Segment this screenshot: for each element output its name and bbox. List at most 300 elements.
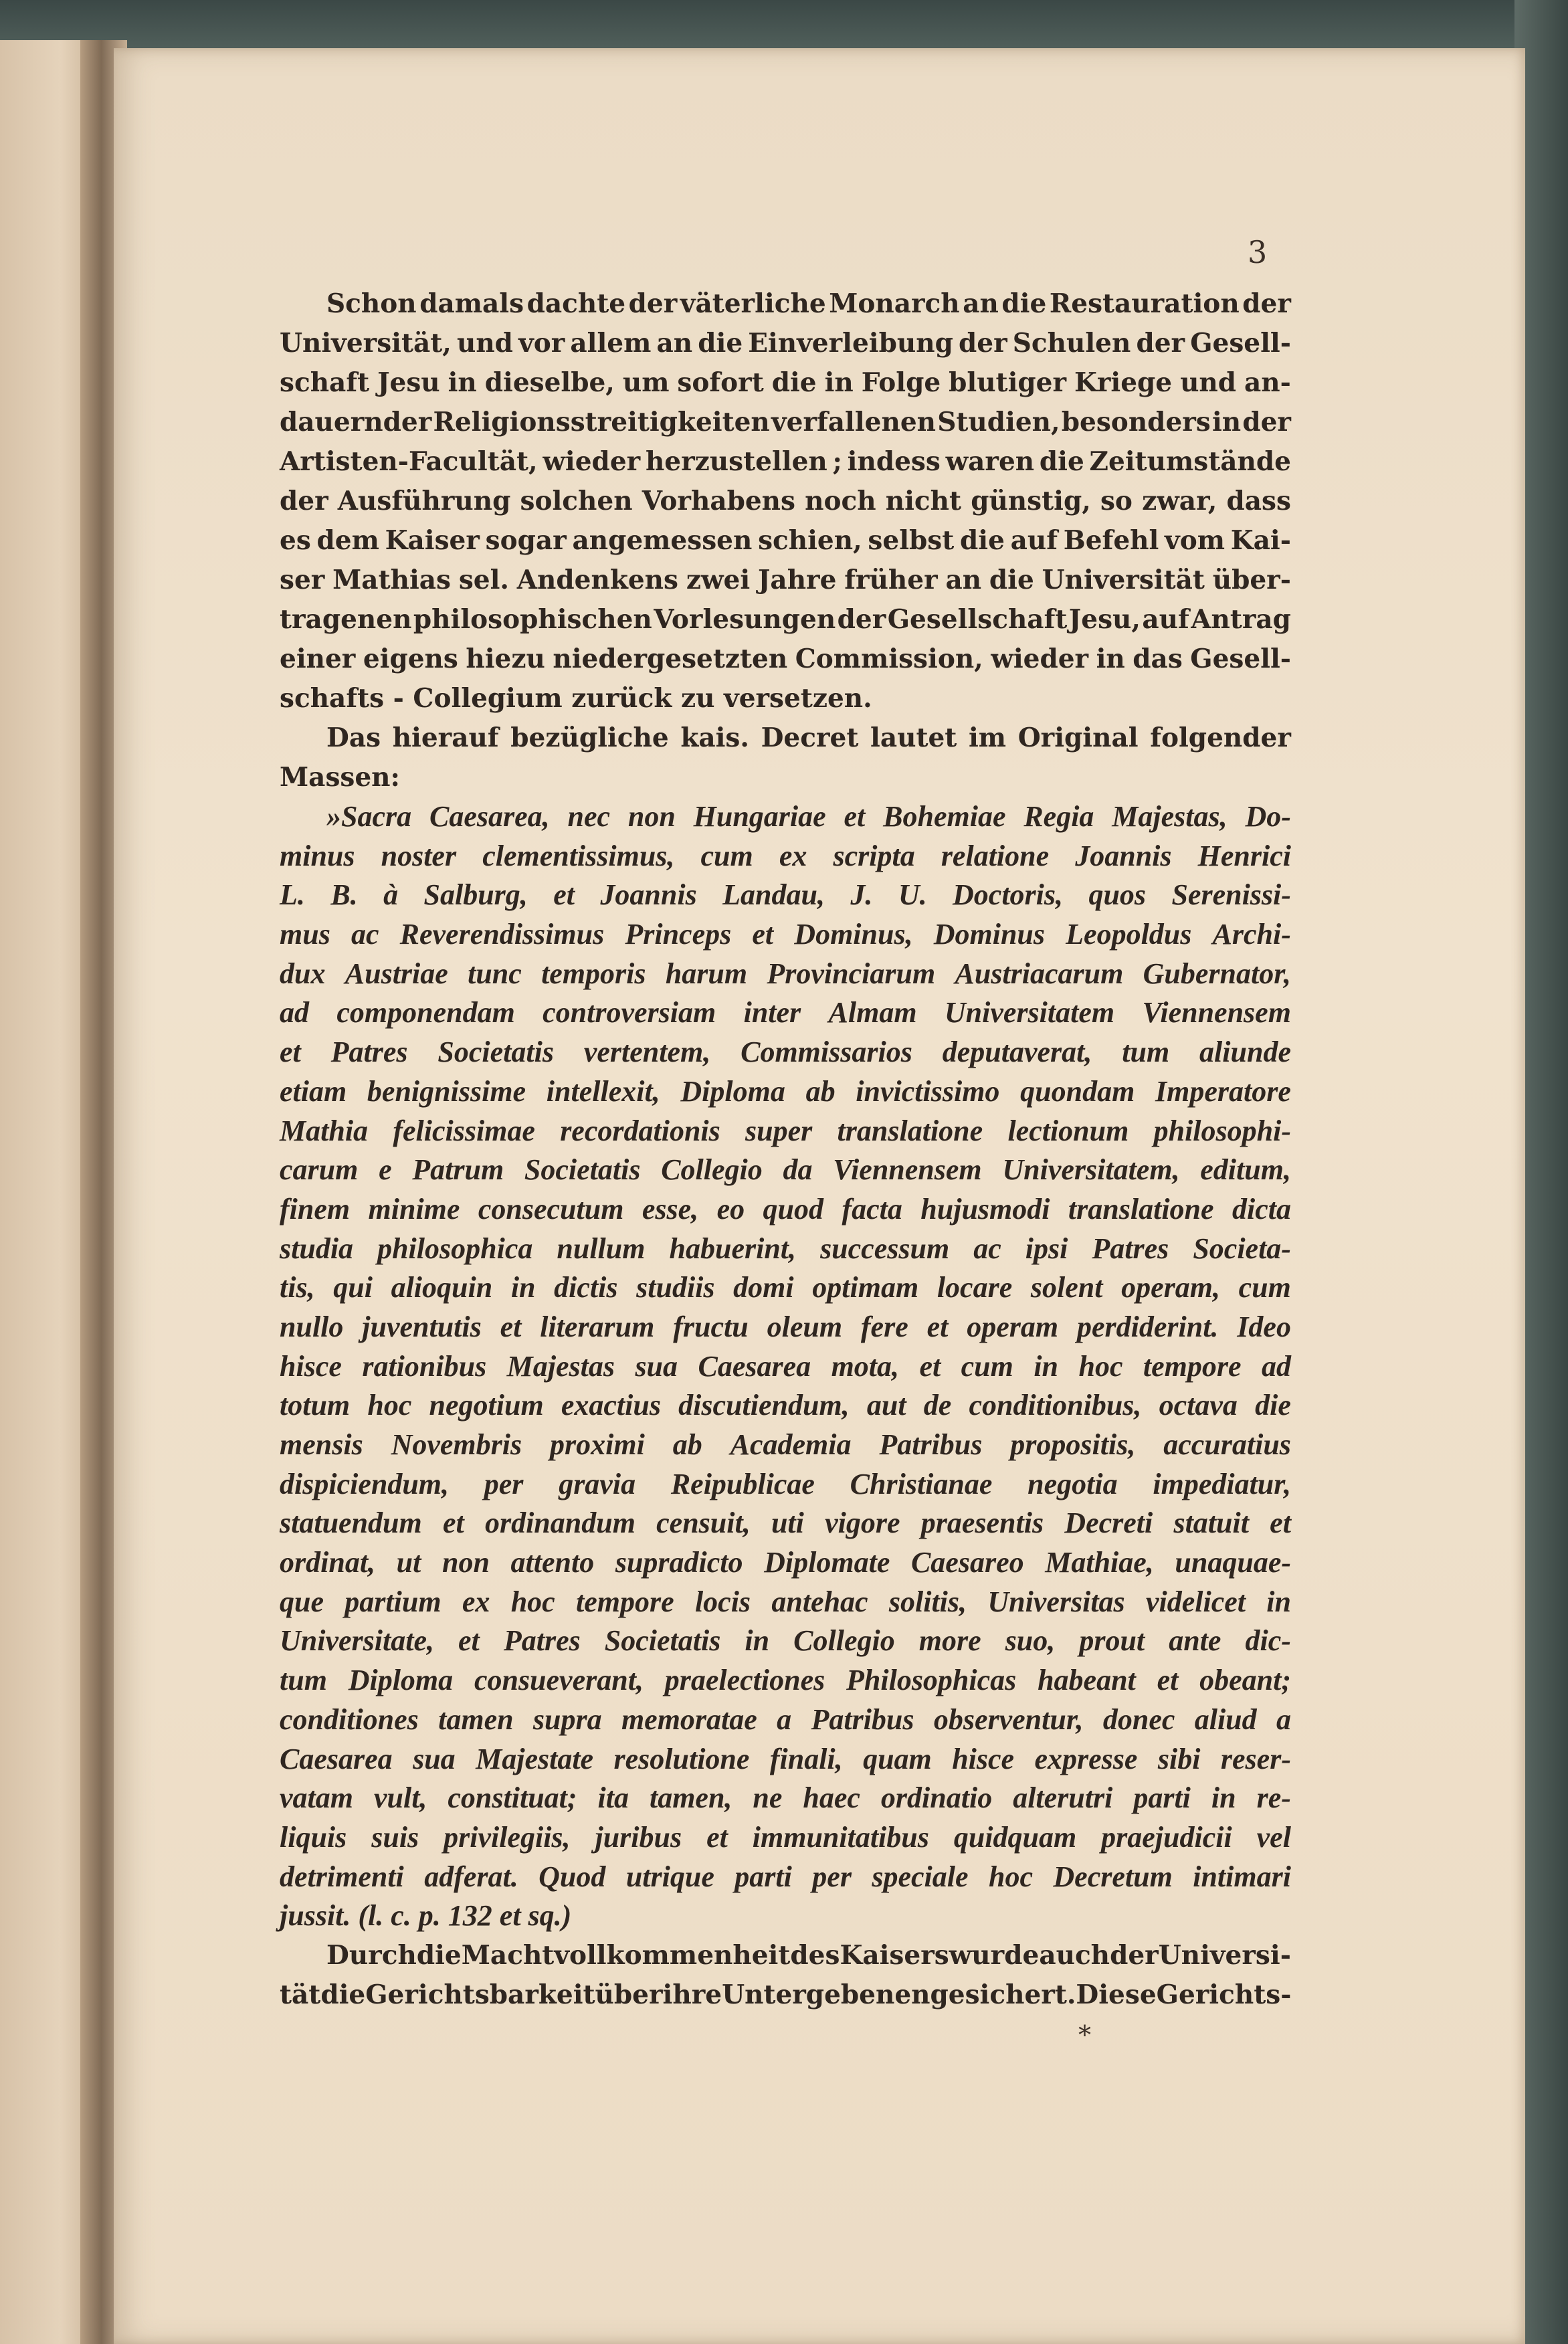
word: Do- bbox=[1245, 800, 1291, 833]
word: quam bbox=[863, 1742, 932, 1775]
word: esse, bbox=[642, 1192, 699, 1226]
word: quos bbox=[1088, 878, 1147, 912]
word: perdiderint. bbox=[1076, 1310, 1219, 1343]
word: Caesarea bbox=[698, 1349, 811, 1383]
word: dictis bbox=[554, 1271, 618, 1304]
word: ab bbox=[805, 1074, 836, 1108]
word: ac bbox=[973, 1232, 1001, 1265]
word: rationibus bbox=[362, 1349, 487, 1383]
word: die bbox=[1001, 288, 1047, 319]
word: in bbox=[824, 367, 854, 398]
word: praesentis bbox=[920, 1506, 1044, 1540]
word: dieselbe, bbox=[484, 367, 615, 398]
text-line bbox=[280, 1033, 1291, 1072]
word: Universitatem bbox=[944, 996, 1115, 1030]
word: Andenkens bbox=[516, 565, 678, 595]
word: partium bbox=[345, 1585, 442, 1618]
word: attento bbox=[510, 1546, 595, 1579]
word: ordinat, bbox=[280, 1546, 376, 1579]
text-line bbox=[280, 1347, 1291, 1387]
word: früher bbox=[844, 565, 938, 595]
word: locis bbox=[694, 1585, 751, 1618]
word: speciale bbox=[872, 1860, 969, 1893]
text-line bbox=[280, 1622, 1291, 1661]
text-line bbox=[280, 442, 1291, 482]
word: Antrag bbox=[1191, 604, 1291, 635]
word: consueverant, bbox=[474, 1664, 644, 1697]
word: locare bbox=[937, 1271, 1013, 1304]
word: Gerichts- bbox=[1156, 1979, 1292, 2010]
word: kais. bbox=[680, 722, 749, 753]
word: noster bbox=[381, 839, 457, 872]
word: cum bbox=[1238, 1271, 1291, 1304]
word: expresse bbox=[1034, 1742, 1138, 1775]
word: verfallenen bbox=[771, 407, 937, 437]
word: et bbox=[1157, 1664, 1179, 1697]
word: philosophi- bbox=[1153, 1114, 1291, 1147]
word: dic- bbox=[1245, 1624, 1291, 1658]
word: vertentem, bbox=[583, 1036, 711, 1069]
word: à bbox=[383, 878, 399, 912]
word: Religionsstreitigkeiten bbox=[433, 407, 770, 437]
word: cum bbox=[700, 839, 753, 872]
text-line bbox=[280, 1700, 1291, 1740]
word: selbst bbox=[868, 525, 955, 556]
word: des bbox=[790, 1939, 840, 1971]
word: in bbox=[510, 1271, 536, 1304]
word: vel bbox=[1256, 1820, 1291, 1854]
word: liquis bbox=[280, 1820, 347, 1854]
word: juribus bbox=[595, 1820, 682, 1854]
text-line bbox=[280, 876, 1291, 915]
word: dachte bbox=[526, 288, 626, 319]
word: Majestas, bbox=[1112, 800, 1228, 833]
text-line bbox=[280, 1465, 1291, 1504]
text-line bbox=[280, 1661, 1291, 1700]
word: Jesu, bbox=[1068, 604, 1141, 635]
word: schaft bbox=[280, 367, 370, 398]
word: der bbox=[1242, 407, 1291, 437]
word: aliud bbox=[1194, 1702, 1257, 1736]
paragraph-2 bbox=[280, 718, 1291, 797]
word: videlicet bbox=[1145, 1585, 1246, 1618]
word: inter bbox=[743, 996, 801, 1030]
word: conditionibus, bbox=[969, 1389, 1142, 1422]
word: Salburg, bbox=[423, 878, 528, 912]
text-line bbox=[280, 1190, 1291, 1230]
text-line bbox=[280, 797, 1291, 837]
word: in bbox=[448, 367, 477, 398]
word: Provinciarum bbox=[767, 957, 936, 990]
text-line bbox=[280, 403, 1291, 442]
word: praelectiones bbox=[664, 1664, 825, 1697]
word: Leopoldus bbox=[1066, 918, 1192, 951]
word: harum bbox=[665, 957, 748, 990]
word: suo, bbox=[1005, 1624, 1056, 1658]
word: Schulen bbox=[1012, 328, 1131, 359]
word: Diploma bbox=[680, 1074, 785, 1108]
word: negotia bbox=[1027, 1467, 1118, 1500]
word: die bbox=[771, 367, 817, 398]
page-number: 3 bbox=[1248, 234, 1268, 270]
word: aut bbox=[866, 1389, 906, 1422]
word: folgender bbox=[1150, 722, 1291, 753]
word: antehac bbox=[771, 1585, 868, 1618]
word: die bbox=[959, 525, 1005, 556]
text-line bbox=[280, 482, 1291, 521]
word: die bbox=[416, 1939, 462, 1971]
word: donec bbox=[1102, 1702, 1175, 1736]
word: Diese bbox=[1076, 1979, 1157, 2010]
text-line bbox=[280, 1936, 1291, 1975]
word: Folge bbox=[861, 367, 941, 398]
text-line bbox=[280, 1072, 1291, 1112]
word: Mathias bbox=[332, 565, 451, 595]
word: Societatis bbox=[604, 1624, 721, 1658]
word: wieder bbox=[543, 446, 641, 477]
word: hierauf bbox=[392, 722, 499, 753]
word: auf bbox=[1142, 604, 1189, 635]
word: die bbox=[698, 328, 743, 359]
word: ihre bbox=[662, 1979, 722, 2010]
word: L. bbox=[280, 878, 305, 912]
text-line bbox=[280, 1151, 1291, 1190]
word: zwar, bbox=[1142, 486, 1217, 516]
word: Befehl bbox=[1063, 525, 1159, 556]
word: dass bbox=[1226, 486, 1291, 516]
word: Viennensem bbox=[833, 1153, 982, 1187]
word: Bohemiae bbox=[883, 800, 1006, 833]
word: sua bbox=[413, 1742, 456, 1775]
word: in bbox=[1096, 644, 1125, 674]
word: Patribus bbox=[879, 1428, 983, 1461]
word: ab bbox=[672, 1428, 702, 1461]
word: domi bbox=[733, 1271, 794, 1304]
text-line: schafts - Collegium zurück zu versetzen. bbox=[280, 683, 872, 714]
word: und bbox=[1180, 367, 1237, 398]
word: Almam bbox=[828, 996, 917, 1030]
word: a bbox=[1276, 1702, 1291, 1736]
word: mus bbox=[280, 918, 330, 951]
word: in bbox=[1266, 1585, 1291, 1618]
word: bezügliche bbox=[510, 722, 669, 753]
word: Societatis bbox=[524, 1153, 641, 1187]
word: Austriacarum bbox=[955, 957, 1124, 990]
word: Societa- bbox=[1193, 1232, 1291, 1265]
word: super bbox=[745, 1114, 813, 1147]
word: carum bbox=[280, 1153, 359, 1187]
word: gesichert. bbox=[930, 1979, 1076, 2010]
word: Untergebenen bbox=[722, 1979, 930, 2010]
word: vigore bbox=[825, 1506, 900, 1540]
word: Original bbox=[1017, 722, 1139, 753]
word: Universi- bbox=[1158, 1939, 1291, 1971]
word: tunc bbox=[468, 957, 522, 990]
word: operam, bbox=[1121, 1271, 1220, 1304]
text-line: Massen: bbox=[280, 762, 400, 793]
word: der bbox=[1242, 288, 1291, 319]
word: hoc bbox=[988, 1860, 1033, 1893]
word: reser- bbox=[1220, 1742, 1291, 1775]
word: Princeps bbox=[625, 918, 732, 951]
word: per bbox=[484, 1467, 524, 1500]
word: der bbox=[628, 288, 678, 319]
word: Majestate bbox=[476, 1742, 594, 1775]
word: immunitatibus bbox=[752, 1820, 929, 1854]
word: parti bbox=[734, 1860, 792, 1893]
word: statuit bbox=[1173, 1506, 1249, 1540]
word: et bbox=[844, 800, 866, 833]
word: et bbox=[553, 878, 575, 912]
word: Gesell- bbox=[1190, 328, 1291, 359]
word: literarum bbox=[540, 1310, 655, 1343]
word: Henrici bbox=[1197, 839, 1291, 872]
word: der bbox=[1136, 328, 1185, 359]
word: privilegiis, bbox=[444, 1820, 571, 1854]
word: sogar bbox=[485, 525, 567, 556]
text-line bbox=[280, 1740, 1291, 1779]
word: damals bbox=[419, 288, 524, 319]
word: aliunde bbox=[1199, 1036, 1291, 1069]
word: Jesu bbox=[377, 367, 440, 398]
word: Gerichtsbarkeit bbox=[365, 1979, 595, 2010]
word: der bbox=[280, 486, 328, 516]
word: herzustellen bbox=[645, 446, 827, 477]
word: Mathiae, bbox=[1045, 1546, 1154, 1579]
word: Caesareo bbox=[910, 1546, 1024, 1579]
word: quondam bbox=[1020, 1074, 1135, 1108]
word: Durch bbox=[326, 1939, 417, 1971]
word: Das bbox=[326, 722, 381, 753]
text-line bbox=[280, 363, 1291, 403]
word: optimam bbox=[812, 1271, 919, 1304]
word: mota, bbox=[831, 1349, 900, 1383]
word: felicissimae bbox=[393, 1114, 535, 1147]
word: cum bbox=[961, 1349, 1013, 1383]
word: Quod bbox=[538, 1860, 606, 1893]
text-line bbox=[280, 561, 1291, 600]
page-text bbox=[280, 284, 1291, 2015]
word: conditiones bbox=[280, 1702, 419, 1736]
word: ante bbox=[1169, 1624, 1221, 1658]
word: Philosophicas bbox=[846, 1664, 1017, 1697]
word: niedergesetzten bbox=[553, 644, 788, 674]
word: juventutis bbox=[362, 1310, 482, 1343]
word: allem bbox=[570, 328, 652, 359]
word: discutiendum, bbox=[678, 1389, 850, 1422]
word: Mathia bbox=[280, 1114, 369, 1147]
word: censuit, bbox=[656, 1506, 751, 1540]
word: Gubernator, bbox=[1143, 957, 1291, 990]
word: consecutum bbox=[478, 1192, 624, 1226]
word: schien, bbox=[758, 525, 862, 556]
text-line: jussit. (l. c. p. 132 et sq.) bbox=[280, 1899, 572, 1933]
word: et bbox=[919, 1349, 941, 1383]
word: in bbox=[1211, 407, 1242, 437]
text-line bbox=[280, 1818, 1291, 1858]
word: im bbox=[968, 722, 1007, 753]
word: Academia bbox=[730, 1428, 852, 1461]
word: dispiciendum, bbox=[280, 1467, 450, 1500]
word: fere bbox=[860, 1310, 908, 1343]
paragraph-1 bbox=[280, 284, 1291, 718]
word: habeant bbox=[1038, 1664, 1136, 1697]
text-line bbox=[280, 1308, 1291, 1347]
word: solent bbox=[1030, 1271, 1103, 1304]
word: über- bbox=[1212, 565, 1291, 595]
text-line bbox=[280, 1779, 1291, 1818]
latin-decree-quote bbox=[280, 797, 1291, 1936]
word: tempore bbox=[1143, 1349, 1242, 1383]
word: tragenen bbox=[280, 604, 412, 635]
word: intimari bbox=[1193, 1860, 1291, 1893]
word: octava bbox=[1159, 1389, 1238, 1422]
word: Patrum bbox=[412, 1153, 504, 1187]
word: Imperatore bbox=[1155, 1074, 1291, 1108]
word: J. bbox=[850, 878, 873, 912]
word: Restauration bbox=[1049, 288, 1240, 319]
text-line bbox=[280, 1230, 1291, 1269]
word: B. bbox=[330, 878, 358, 912]
word: studiis bbox=[636, 1271, 715, 1304]
text-line bbox=[280, 1426, 1291, 1465]
word: detrimenti bbox=[280, 1860, 404, 1893]
word: componendam bbox=[336, 996, 515, 1030]
word: scripta bbox=[833, 839, 915, 872]
word: auch bbox=[1039, 1939, 1110, 1971]
word: noch bbox=[805, 486, 876, 516]
word: Kaisers bbox=[840, 1939, 949, 1971]
word: uti bbox=[771, 1506, 804, 1540]
word: der bbox=[837, 604, 886, 635]
word: Decretum bbox=[1053, 1860, 1173, 1893]
text-line bbox=[280, 1386, 1291, 1426]
word: hoc bbox=[1078, 1349, 1123, 1383]
word: tamen bbox=[438, 1702, 514, 1736]
word: intellexit, bbox=[546, 1074, 660, 1108]
word: blutiger bbox=[949, 367, 1067, 398]
word: U. bbox=[898, 878, 927, 912]
word: zwei bbox=[686, 565, 751, 595]
word: Kriege bbox=[1074, 367, 1173, 398]
word: Machtvollkommenheit bbox=[461, 1939, 791, 1971]
word: ne bbox=[753, 1781, 783, 1815]
word: Collegio bbox=[793, 1624, 895, 1658]
text-line bbox=[280, 718, 1291, 758]
word: etiam bbox=[280, 1074, 347, 1108]
word: Doctoris, bbox=[953, 878, 1064, 912]
word: Patres bbox=[330, 1036, 408, 1069]
word: Caesarea bbox=[280, 1742, 393, 1775]
word: Regia bbox=[1023, 800, 1094, 833]
word: so bbox=[1100, 486, 1133, 516]
word: Patres bbox=[1092, 1232, 1169, 1265]
word: dux bbox=[280, 957, 326, 990]
word: tamen, bbox=[649, 1781, 732, 1815]
word: Societatis bbox=[437, 1036, 554, 1069]
word: wieder bbox=[991, 644, 1089, 674]
word: vor bbox=[518, 328, 565, 359]
word: da bbox=[783, 1153, 813, 1187]
word: constituat; bbox=[448, 1781, 577, 1815]
word: habuerint, bbox=[669, 1232, 797, 1265]
word: günstig, bbox=[971, 486, 1091, 516]
word: nec bbox=[567, 800, 610, 833]
word: nullo bbox=[280, 1310, 344, 1343]
word: translatione bbox=[837, 1114, 983, 1147]
word: supra bbox=[532, 1702, 602, 1736]
word: operam bbox=[967, 1310, 1059, 1343]
word: Gesellschaft bbox=[887, 604, 1068, 635]
word: ; bbox=[832, 446, 842, 477]
word: vom bbox=[1165, 525, 1225, 556]
word: per bbox=[812, 1860, 852, 1893]
word: sua bbox=[635, 1349, 678, 1383]
word: Universität bbox=[1042, 565, 1205, 595]
word: et bbox=[926, 1310, 949, 1343]
word: väterliche bbox=[680, 288, 826, 319]
word: alterutri bbox=[1013, 1781, 1113, 1815]
word: Novembris bbox=[391, 1428, 522, 1461]
word: »Sacra bbox=[326, 800, 412, 833]
word: ita bbox=[597, 1781, 629, 1815]
word: Commission, bbox=[795, 644, 983, 674]
word: auf bbox=[1010, 525, 1058, 556]
word: que bbox=[280, 1585, 324, 1618]
word: philosophischen bbox=[413, 604, 652, 635]
word: recordationis bbox=[560, 1114, 720, 1147]
word: gravia bbox=[559, 1467, 636, 1500]
word: Studien, bbox=[937, 407, 1060, 437]
word: proximi bbox=[550, 1428, 645, 1461]
word: deputaverat, bbox=[942, 1036, 1092, 1069]
word: hisce bbox=[280, 1349, 342, 1383]
word: a bbox=[777, 1702, 792, 1736]
word: fructu bbox=[673, 1310, 749, 1343]
word: die bbox=[989, 565, 1034, 595]
word: nicht bbox=[885, 486, 962, 516]
word: editum, bbox=[1200, 1153, 1291, 1187]
word: quod bbox=[763, 1192, 824, 1226]
word: Universitas bbox=[987, 1585, 1125, 1618]
word: Dominus bbox=[933, 918, 1046, 951]
word: quidquam bbox=[953, 1820, 1077, 1854]
word: oleum bbox=[767, 1310, 843, 1343]
word: accuratius bbox=[1163, 1428, 1291, 1461]
word: waren bbox=[945, 446, 1035, 477]
word: Diplomate bbox=[764, 1546, 890, 1579]
word: Universitatem, bbox=[1002, 1153, 1180, 1187]
signature-mark: * bbox=[1078, 2020, 1091, 2050]
word: tät bbox=[280, 1979, 321, 2010]
word: adferat. bbox=[424, 1860, 518, 1893]
word: unaquae- bbox=[1175, 1546, 1291, 1579]
text-line bbox=[280, 521, 1291, 561]
word: hujusmodi bbox=[920, 1192, 1050, 1226]
word: ut bbox=[396, 1546, 421, 1579]
word: nullum bbox=[557, 1232, 646, 1265]
word: negotium bbox=[429, 1389, 544, 1422]
word: Gesell- bbox=[1190, 644, 1291, 674]
word: ex bbox=[779, 839, 807, 872]
word: utrique bbox=[625, 1860, 714, 1893]
word: einer bbox=[280, 644, 356, 674]
word: suis bbox=[371, 1820, 419, 1854]
word: die bbox=[1255, 1389, 1291, 1422]
word: Christianae bbox=[850, 1467, 993, 1500]
text-line bbox=[280, 1112, 1291, 1151]
word: Reverendissimus bbox=[399, 918, 605, 951]
